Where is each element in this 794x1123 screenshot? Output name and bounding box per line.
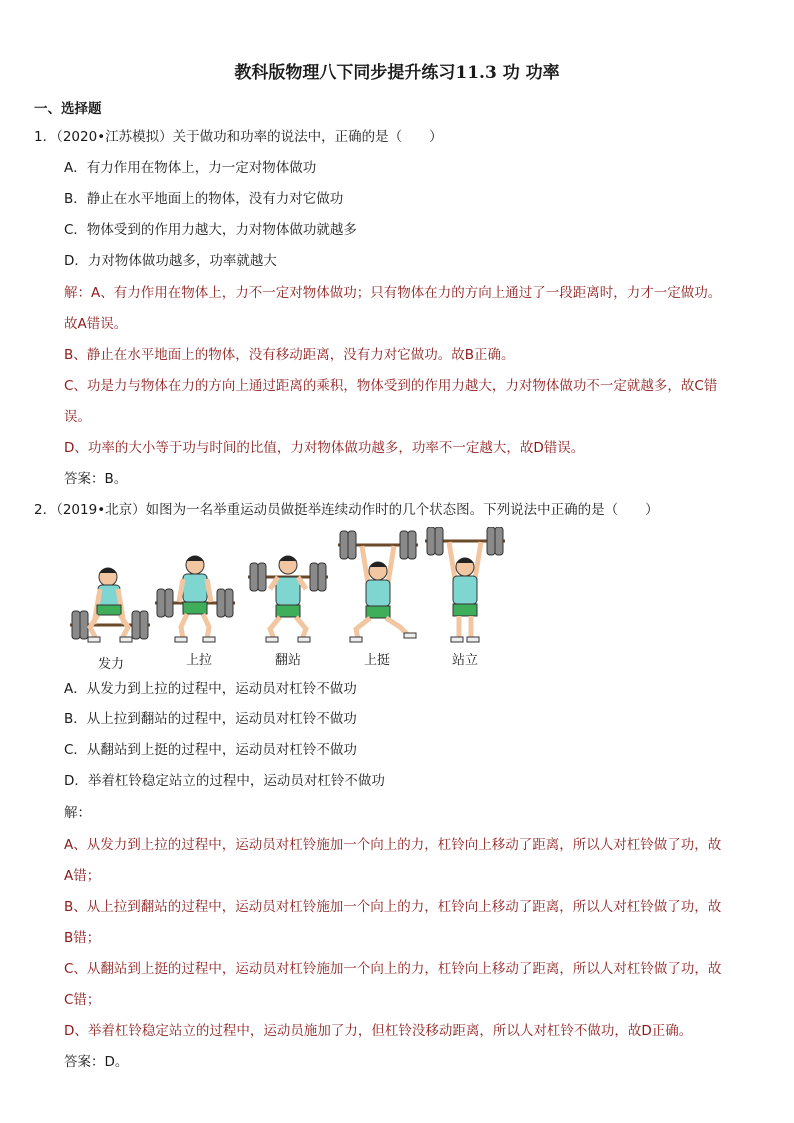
q2-explain-line: B错； (64, 930, 101, 946)
q1-stem: 1．（2020•江苏模拟）关于做功和功率的说法中，正确的是（ ） (34, 129, 443, 145)
lifter-figure-3 (248, 556, 328, 642)
q2-explain-line: A错； (64, 868, 101, 884)
figure-label-5: 站立 (452, 653, 479, 668)
section-heading: 一、选择题 (34, 101, 102, 117)
lifter-figure-2 (155, 556, 235, 642)
lifter-figure-4 (338, 531, 418, 642)
q1-option-d: D．力对物体做功越多，功率就越大 (64, 253, 277, 269)
q2-explain-line: C、从翻站到上挺的过程中，运动员对杠铃施加一个向上的力，杠铃向上移动了距离，所以人对杠铃做了功，故 (64, 961, 722, 977)
q2-option-a: A．从发力到上拉的过程中，运动员对杠铃不做功 (64, 681, 357, 697)
figure-label-1: 发力 (98, 657, 125, 672)
q2-explain-line: A、从发力到上拉的过程中，运动员对杠铃施加一个向上的力，杠铃向上移动了距离，所以人对杠铃做了功，故 (64, 837, 722, 853)
figure-label-4: 上挺 (364, 653, 391, 668)
q1-explain-line: 故A错误。 (64, 316, 128, 332)
q1-option-a: A．有力作用在物体上，力一定对物体做功 (64, 160, 317, 176)
q2-answer: 答案：D。 (64, 1054, 129, 1070)
q2-option-c: C．从翻站到上挺的过程中，运动员对杠铃不做功 (64, 742, 357, 758)
lifter-figure-5 (425, 527, 505, 642)
q1-explain-line: 误。 (64, 409, 91, 425)
lifter-figure-1 (70, 568, 150, 642)
q1-explain-line: 解：A、有力作用在物体上，力不一定对物体做功；只有物体在力的方向上通过了一段距离时，力才一定做功。 (64, 285, 722, 301)
q2-explain-line: B、从上拉到翻站的过程中，运动员对杠铃施加一个向上的力，杠铃向上移动了距离，所以人对杠铃做了功，故 (64, 899, 722, 915)
q2-option-b: B．从上拉到翻站的过程中，运动员对杠铃不做功 (64, 711, 357, 727)
q2-explain-line: 解： (64, 805, 91, 821)
q2-explain-line: C错； (64, 992, 101, 1008)
q1-option-c: C．物体受到的作用力越大，力对物体做功就越多 (64, 222, 357, 238)
q1-explain-line: C、功是力与物体在力的方向上通过距离的乘积，物体受到的作用力越大，力对物体做功不一定就越多，故C错 (64, 378, 718, 394)
q1-answer: 答案：B。 (64, 471, 128, 487)
q1-explain-line: B、静止在水平地面上的物体，没有移动距离，没有力对它做功。故B正确。 (64, 347, 515, 363)
weightlifting-figure (60, 527, 520, 672)
q2-option-d: D．举着杠铃稳定站立的过程中，运动员对杠铃不做功 (64, 773, 385, 789)
q1-explain-line: D、功率的大小等于功与时间的比值，力对物体做功越多，功率不一定越大，故D错误。 (64, 440, 585, 456)
q2-explain-line: D、举着杠铃稳定站立的过程中，运动员施加了力，但杠铃没移动距离，所以人对杠铃不做功，故D正确。 (64, 1023, 693, 1039)
q2-stem: 2．（2019•北京）如图为一名举重运动员做挺举连续动作时的几个状态图。下列说法中正确的是（ ） (34, 502, 659, 518)
figure-label-3: 翻站 (275, 653, 302, 668)
q1-option-b: B．静止在水平地面上的物体，没有力对它做功 (64, 191, 344, 207)
page-title: 教科版物理八下同步提升练习11.3 功 功率 (234, 63, 560, 83)
figure-label-2: 上拉 (186, 653, 213, 668)
